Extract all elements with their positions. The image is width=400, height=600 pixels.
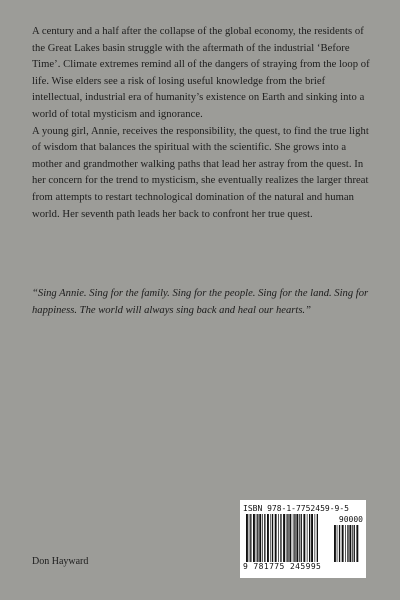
barcode-bar — [296, 514, 298, 562]
barcode-bar — [280, 514, 281, 562]
barcode-bar — [289, 514, 291, 562]
barcode-bar — [250, 514, 251, 562]
barcode-bar — [352, 525, 353, 562]
barcode-bar — [345, 525, 346, 562]
barcode-addon-number: 90000 — [338, 515, 363, 524]
barcode-bar — [317, 514, 318, 562]
blurb-paragraph: A century and a half after the collapse of the global economy, the residents of the Great Lakes basin struggle with the aftermath of the industrial ‘Before Time’. Climate extremes remind all of the dangers of straying from the loop of life. Wise elders see a risk of losing useful knowledge from the brief intellectual, industrial era of humanity’s existence on Earth and sinking into a world of total mysticism and ignorance. — [32, 26, 370, 120]
barcode-bar — [301, 514, 302, 562]
barcode-bar — [257, 514, 258, 562]
barcode-bar — [339, 525, 340, 562]
barcode-bar — [347, 525, 348, 562]
barcode-bar — [315, 514, 316, 562]
barcode-bar — [283, 514, 285, 562]
barcode-bar — [275, 514, 277, 562]
barcode-bar — [270, 514, 271, 562]
barcode-bar — [246, 514, 248, 562]
barcode-bar — [287, 514, 288, 562]
barcode-bar — [299, 514, 300, 562]
back-cover-blurb — [32, 24, 372, 223]
barcode-bar — [307, 514, 308, 562]
barcode-bar — [303, 514, 305, 562]
isbn-label: ISBN 978-1-7752459-9-5 — [243, 504, 349, 513]
barcode-bar — [249, 514, 250, 562]
barcode-bar — [253, 514, 255, 562]
barcode-bar — [309, 514, 310, 562]
barcode-bar — [293, 514, 294, 562]
barcode-bar — [311, 514, 313, 562]
barcode-bar — [342, 525, 344, 562]
barcode-bar — [267, 514, 269, 562]
barcode-bar — [334, 525, 336, 562]
barcode-bar — [278, 514, 279, 562]
barcode-ean-number: 9 781775 245995 — [243, 562, 322, 571]
isbn-barcode — [240, 500, 366, 578]
author-name: Don Hayward — [32, 556, 89, 567]
barcode-bar — [286, 514, 287, 562]
barcode-bar — [272, 514, 273, 562]
barcode-bar — [256, 514, 257, 562]
barcode-bar — [354, 525, 355, 562]
barcode-bar — [337, 525, 338, 562]
barcode-bar — [259, 514, 261, 562]
barcode-bar — [356, 525, 358, 562]
pull-quote: “Sing Annie. Sing for the family. Sing for the people. Sing for the land. Sing for happiness. The world will always sing back and heal our hearts.” — [32, 288, 369, 316]
blurb-paragraph: A young girl, Annie, receives the responsibility, the quest, to find the true light of wisdom that balances the spiritual with the scientific. She grows into a mother and grandmother walking paths that lead her astray from the quest. In her concern for the trend to mysticism, she eventually realizes the larger threat from attempts to restart technological domination of the natural and human world. Her seventh path leads her back to confront her true quest. — [32, 125, 369, 220]
barcode-bar — [349, 525, 351, 562]
barcode-bar — [294, 514, 295, 562]
barcode-bar — [262, 514, 263, 562]
barcode-bar — [264, 514, 265, 562]
